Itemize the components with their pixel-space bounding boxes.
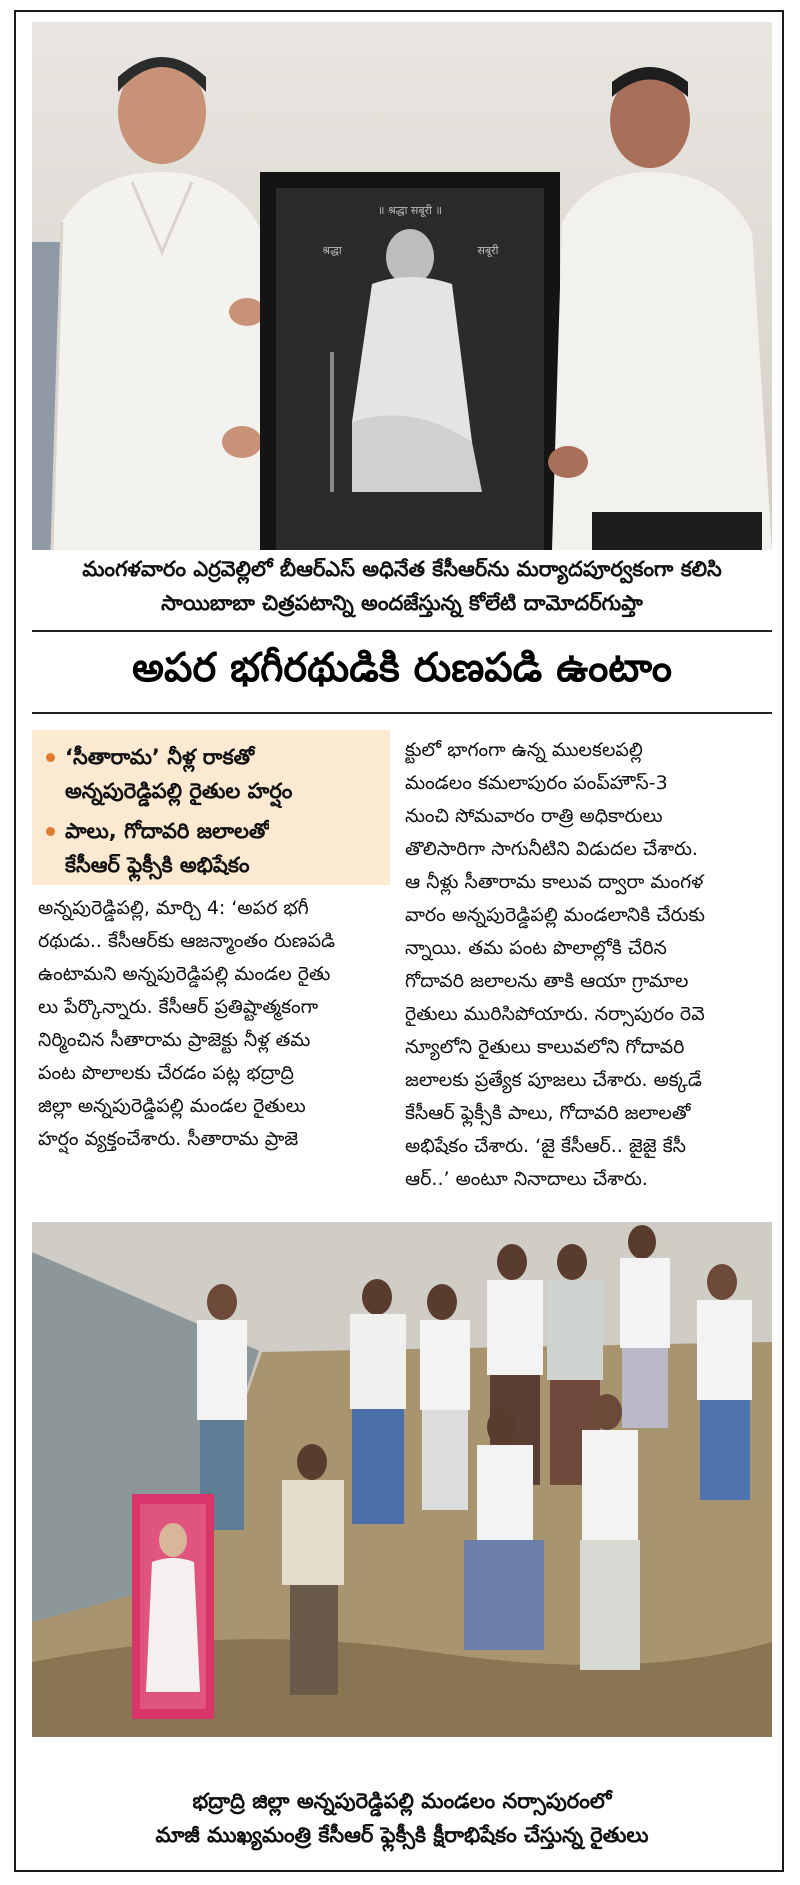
article-line: ఉంటామని అన్నపురెడ్డిపల్లి మండల రైతు — [38, 963, 331, 985]
right-person — [548, 67, 772, 550]
article-line: నిర్మించిన సీతారామ ప్రాజెక్టు నీళ్ల తమ — [38, 1029, 311, 1051]
article-line: అన్నపురెడ్డిపల్లి, మార్చి 4: ‘అపర భగీ — [38, 897, 309, 919]
article-line: ఆ నీళ్లు సీతారామ కాలువ ద్వారా మంగళ — [405, 871, 704, 893]
article-line: వారం అన్నపురెడ్డిపల్లి మండలానికి చేరుకు — [405, 904, 705, 926]
highlight-line: కేసీఆర్‌ ఫ్లెక్సీకి అభిషేకం — [65, 853, 250, 877]
article-line: జలాలకు ప్రత్యేక పూజలు చేశారు. అక్కడే — [405, 1069, 702, 1091]
article-column-right — [405, 734, 770, 1196]
article-line: నుంచి సోమవారం రాత్రి అధికారులు — [405, 805, 663, 827]
bottom-caption-line-1: భద్రాద్రి జిల్లా అన్నపురెడ్డిపల్లి మండలం నర్సాపురంలో — [192, 1789, 612, 1813]
highlight-line: అన్నపురెడ్డిపల్లి రైతుల హర్షం — [65, 779, 293, 803]
article-line: క్టులో భాగంగా ఉన్న ములకలపల్లి — [405, 739, 643, 761]
article-line: రైతులు మురిసిపోయారు. నర్సాపురం రెవె — [405, 1003, 705, 1025]
highlight-line: పాలు, గోదావరి జలాలతో — [65, 819, 270, 843]
highlight-item — [46, 740, 378, 808]
article-line: ఆర్‌..’ అంటూ నినాదాలు చేశారు. — [405, 1168, 648, 1190]
article-line: రథుడు.. కేసీఆర్‌కు ఆజన్మాంతం రుణపడి — [38, 930, 336, 952]
article-line: లు పేర్కొన్నారు. కేసీఆర్‌ ప్రతిష్టాత్మకంగా — [38, 996, 319, 1018]
article-line: న్నాయి. తమ పంట పొలాల్లోకి చేరిన — [405, 937, 667, 959]
highlight-item — [46, 814, 378, 882]
article-line: న్యూలోని రైతులు కాలువలోని గోదావరి — [405, 1036, 685, 1058]
top-caption-line-2: సాయిబాబా చిత్రపటాన్ని అందజేస్తున్న కోలేటి దామోదర్‌గుప్తా — [161, 591, 643, 615]
top-photo — [32, 22, 772, 550]
frame-right-text: सबूरी — [477, 244, 499, 257]
article-line: పంట పొలాలకు చేరడం పట్ల భద్రాద్రి — [38, 1062, 294, 1084]
article-line: కేసీఆర్‌ ఫ్లెక్సీకి పాలు, గోదావరి జలాలతో — [405, 1102, 691, 1124]
article-line: మండలం కమలాపురం పంప్‌హౌస్‌-3 — [405, 772, 668, 794]
bottom-caption-line-2: మాజీ ముఖ్యమంత్రి కేసీఆర్‌ ఫ్లెక్సీకి క్షీరాభిషేకం చేస్తున్న రైతులు — [155, 1823, 649, 1847]
saibaba-picture-frame — [260, 172, 560, 550]
divider — [32, 630, 772, 632]
divider — [32, 712, 772, 714]
bottom-photo-caption — [32, 1784, 772, 1852]
frame-left-text: श्रद्धा — [322, 244, 342, 257]
bullet-icon — [46, 827, 55, 836]
article-line: గోదావరి జలాలను తాకి ఆయా గ్రామాల — [405, 970, 689, 992]
headline: అపర భగీరథుడికి రుణపడి ఉంటాం — [132, 645, 672, 691]
top-photo-illustration — [32, 22, 772, 550]
bullet-icon — [46, 753, 55, 762]
bottom-photo — [32, 1222, 772, 1737]
kcr-flex-banner — [132, 1494, 214, 1719]
frame-top-text: ॥ श्रद्धा सबूरी ॥ — [377, 204, 443, 217]
bottom-photo-illustration — [32, 1222, 772, 1737]
article-line: తొలిసారిగా సాగునీటిని విడుదల చేశారు. — [405, 838, 698, 860]
left-person — [52, 57, 282, 550]
article-line: అభిషేకం చేశారు. ‘జై కేసీఆర్‌.. జైజై కేసీ — [405, 1135, 686, 1157]
article-line: జిల్లా అన్నపురెడ్డిపల్లి మండల రైతులు — [38, 1095, 306, 1117]
article-column-left — [38, 892, 388, 1156]
top-photo-caption — [32, 552, 772, 620]
article-line: హర్షం వ్యక్తంచేశారు. సీతారామ ప్రాజె — [38, 1128, 299, 1150]
top-caption-line-1: మంగళవారం ఎర్రవెల్లిలో బీఆర్‌ఎస్‌ అధినేత కేసీఆర్‌ను మర్యాదపూర్వకంగా కలిసి — [82, 557, 722, 581]
highlights-box — [32, 730, 390, 885]
highlight-line: ‘సీతారామ’ నీళ్ల రాకతో — [65, 745, 255, 769]
